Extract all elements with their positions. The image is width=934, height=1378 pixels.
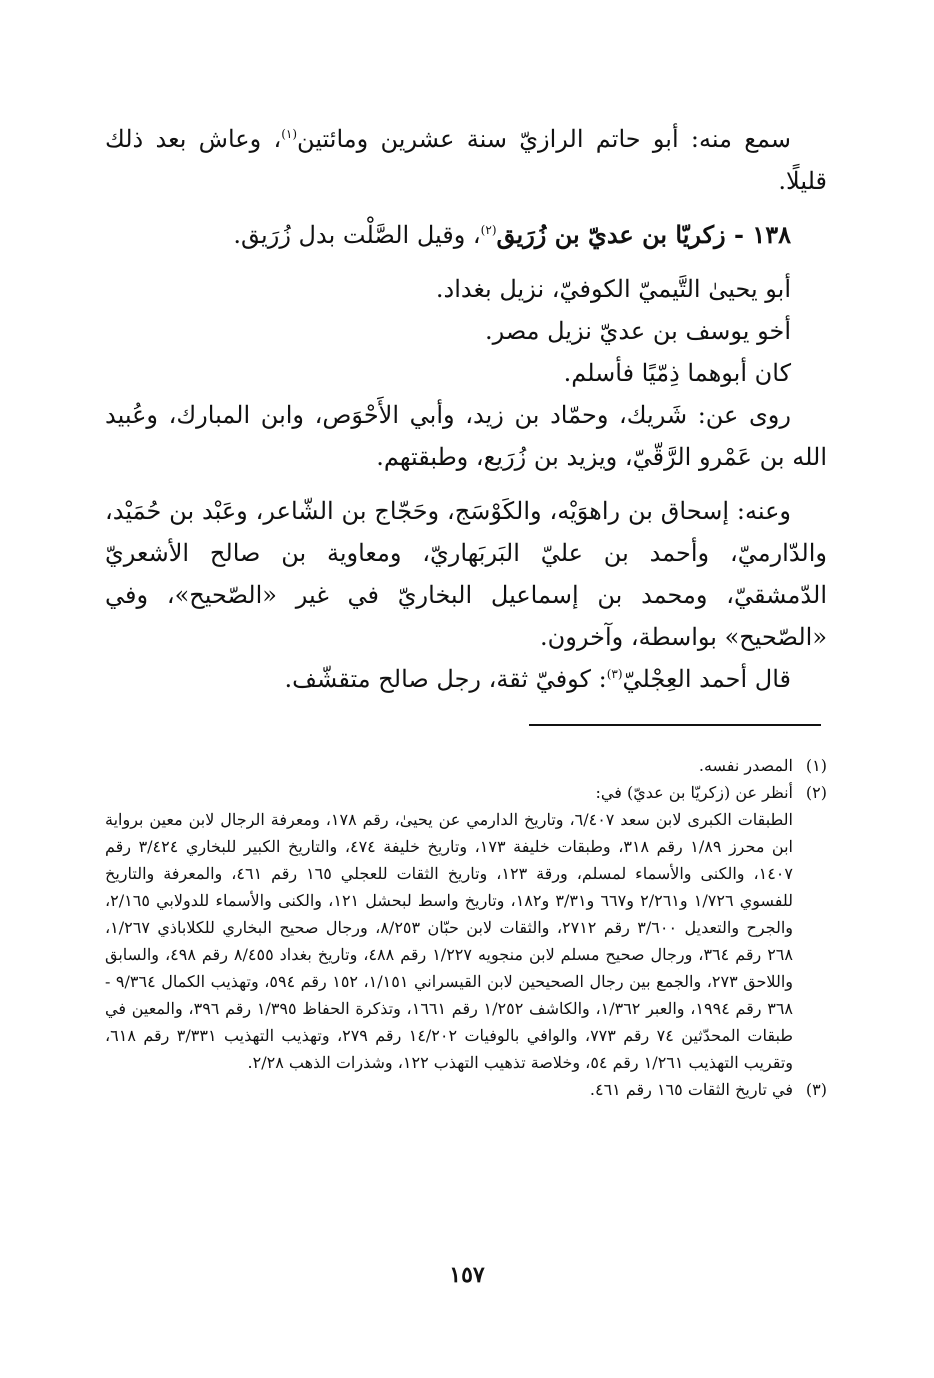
footnote-text: المصدر نفسه.	[698, 756, 793, 775]
page-number: ١٥٧	[449, 1262, 485, 1288]
footnote-2	[105, 779, 827, 1076]
footnote-number: (٢)	[805, 783, 827, 802]
line-narrated-from: روى عن: شَريك، وحمّاد بن زيد، وأبي الأَحْوَص، وابن المبارك، وعُبيد الله بن عَمْرو الرَّقّيّ، ويزيد بن زُرَيع، وطبقتهم.	[105, 401, 827, 471]
entry-heading	[105, 214, 827, 256]
footnote-ref-1[interactable]: (١)	[281, 127, 298, 141]
line-father: كان أبوهما ذِمّيًا فأسلم.	[563, 359, 791, 387]
main-text	[105, 118, 827, 700]
entry-title: ١٣٨ - زكريّا بن عديّ بن زُرَيق	[496, 220, 791, 249]
line-narrators: وعنه: إسحاق بن راهوَيْه، والكَوْسَج، وحَجّاج بن الشّاعر، وعَبْد بن حُمَيْد، والدّارميّ، وأحمد بن عليّ البَربَهاريّ، ومعاوية بن صالح الأشعريّ الدّمشقيّ، ومحمد بن إسماعيل البخاريّ في غير «الصّحيح»، وفي «الصّحيح» بواسطة، وآخرون.	[105, 497, 827, 651]
footnote-3	[105, 1076, 827, 1103]
footnote-sources: الطبقات الكبرى لابن سعد ٦/٤٠٧، وتاريخ الدارمي عن يحيىٰ، رقم ١٧٨، ومعرفة الرجال لابن معين برواية ابن محرز ١/٨٩ رقم ٣١٨، وطبقات خليفة ١٧٣، وتاريخ خليفة ٤٧٤، والتاريخ الكبير للبخاري ٣/٤٢٤ رقم ١٤٠٧، والكنى والأسماء لمسلم، ورقة ١٢٣، وتاريخ الثقات للعجلي ١٦٥ رقم ٤٦١، والمعرفة والتاريخ للفسوي ١/٧٢٦ و٢/٢٦١ و٦٦٧ و٣/٣١ و١٨٢، وتاريخ واسط لبحشل ١٢١، والكنى والأسماء للدولابي ٢/١٦٥، والجرح والتعديل ٣/٦٠٠ رقم ٢٧١٢، والثقات لابن حبّان ٨/٢٥٣، ورجال صحيح البخاري للكلاباذي ١/٢٦٧، ٢٦٨ رقم ٣٦٤، ورجال صحيح مسلم لابن منجويه ١/٢٢٧ رقم ٤٨٨، وتاريخ بغداد ٨/٤٥٥ رقم ٤٩٨، والسابق واللاحق ٢٧٣، والجمع بين رجال الصحيحين لابن القيسراني ١/١٥١، ١٥٢ رقم ٥٩٤، وتهذيب الكمال ٩/٣٦٤ - ٣٦٨ رقم ١٩٩٤، والعبر ١/٣٦٢، والكاشف ١/٢٥٢ رقم ١٦٦١، وتذكرة الحفاظ ١/٣٩٥ رقم ٣٩٦، والمعين في طبقات المحدّثين ٧٤ رقم ٧٧٣، والوافي بالوفيات ١٤/٢٠٢ رقم ٢٧٩، وتهذيب التهذيب ٣/٣٣١ رقم ٦١٨، وتقريب التهذيب ١/٢٦١ رقم ٥٤، وخلاصة تذهيب التهذب ١٢٢، وشذرات الذهب ٢/٢٨.	[105, 810, 794, 1072]
footnotes	[105, 752, 827, 1103]
footnote-text: في تاريخ الثقات ١٦٥ رقم ٤٦١.	[589, 1080, 793, 1099]
footnote-body	[105, 1076, 793, 1103]
text-segment: قال أحمد العِجْليّ	[622, 665, 791, 693]
footnote-ref-2[interactable]: (٢)	[480, 223, 497, 237]
footnote-text: أنظر عن (زكريّا بن عديّ) في:	[595, 783, 793, 802]
footnote-body	[105, 752, 793, 779]
text-segment: ، وعاش بعد ذلك قليلًا.	[105, 125, 827, 195]
footnote-1	[105, 752, 827, 779]
footnote-separator	[529, 724, 821, 726]
line-ijli	[105, 658, 827, 700]
text-segment: سمع منه: أبو حاتم الرازيّ سنة عشرين ومائتين	[297, 125, 792, 153]
text-segment: : كوفيّ ثقة، رجل صالح متقشّف.	[284, 665, 607, 693]
line-brother: أخو يوسف بن عديّ نزيل مصر.	[484, 317, 791, 345]
paragraph-heard-from	[105, 118, 827, 202]
footnote-number: (١)	[805, 756, 827, 775]
footnote-body	[105, 779, 793, 1076]
line-kunya: أبو يحيىٰ التَّيميّ الكوفيّ، نزيل بغداد.	[435, 275, 791, 303]
text-segment: ، وقيل الصَّلْت بدل زُرَيق.	[233, 221, 481, 249]
footnote-ref-3[interactable]: (٣)	[606, 667, 623, 681]
footnote-number: (٣)	[805, 1080, 827, 1099]
